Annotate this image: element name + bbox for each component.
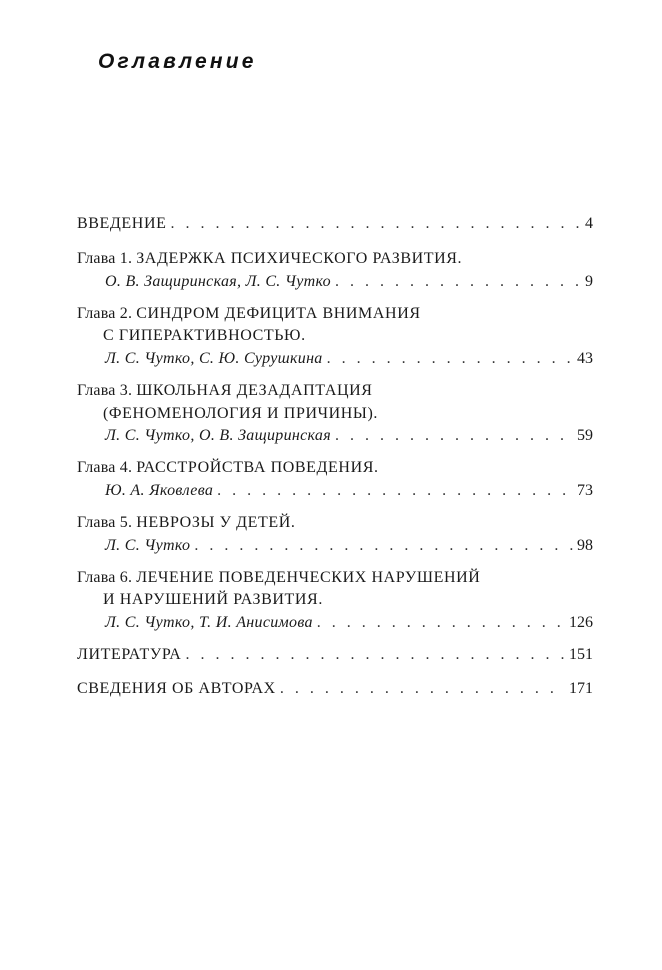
dot-leader — [327, 349, 573, 369]
toc-chapter-1-title[interactable] — [77, 249, 593, 269]
chapter-authors: О. В. Защиринская, Л. С. Чутко — [105, 273, 331, 290]
toc-chapter-3-authors[interactable] — [105, 426, 593, 446]
chapter-prefix: Глава 2. — [77, 305, 133, 322]
toc-chapter-2-title-cont[interactable] — [103, 326, 593, 346]
toc-entry-authors-info[interactable] — [77, 679, 593, 699]
toc-chapter-3-title[interactable] — [77, 381, 593, 401]
chapter-title: НЕВРОЗЫ У ДЕТЕЙ. — [136, 514, 296, 531]
toc-entry-label: ЛИТЕРАТУРА — [77, 646, 182, 663]
chapter-prefix: Глава 6. — [77, 569, 133, 586]
page-number: 4 — [585, 215, 593, 232]
dot-leader — [335, 426, 573, 446]
toc-chapter-4-authors[interactable] — [105, 481, 593, 501]
page-number: 126 — [569, 614, 593, 631]
chapter-prefix: Глава 3. — [77, 382, 133, 399]
dot-leader — [194, 536, 573, 556]
toc-chapter-2-authors[interactable] — [105, 349, 593, 369]
dot-leader — [171, 214, 582, 234]
toc-entry-literature[interactable] — [77, 645, 593, 665]
toc-chapter-1-authors[interactable] — [105, 272, 593, 292]
chapter-prefix: Глава 5. — [77, 514, 133, 531]
chapter-prefix: Глава 1. — [77, 250, 133, 267]
page-number: 43 — [577, 350, 593, 367]
page-number: 73 — [577, 482, 593, 499]
chapter-title-continuation: И НАРУШЕНИЙ РАЗВИТИЯ. — [103, 591, 323, 608]
toc-entry-label: ВВЕДЕНИЕ — [77, 215, 167, 232]
dot-leader — [280, 679, 565, 699]
chapter-authors: Л. С. Чутко, Т. И. Анисимова — [105, 614, 313, 631]
toc-heading: Оглавление — [98, 50, 257, 73]
chapter-authors: Л. С. Чутко, О. В. Защиринская — [105, 427, 331, 444]
chapter-title: РАССТРОЙСТВА ПОВЕДЕНИЯ. — [136, 459, 379, 476]
dot-leader — [335, 272, 581, 292]
dot-leader — [185, 645, 565, 665]
toc-chapter-5-authors[interactable] — [105, 536, 593, 556]
chapter-authors: Ю. А. Яковлева — [105, 482, 214, 499]
page-number: 171 — [569, 680, 593, 697]
chapter-authors: Л. С. Чутко — [105, 537, 191, 554]
toc-chapter-6-title-cont[interactable] — [103, 590, 593, 610]
page-number: 151 — [569, 646, 593, 663]
toc-entry-label: СВЕДЕНИЯ ОБ АВТОРАХ — [77, 680, 276, 697]
chapter-title: ШКОЛЬНАЯ ДЕЗАДАПТАЦИЯ — [136, 382, 373, 399]
toc-chapter-6-title[interactable] — [77, 568, 593, 588]
chapter-title-continuation: (ФЕНОМЕНОЛОГИЯ И ПРИЧИНЫ). — [103, 405, 378, 422]
chapter-title-continuation: С ГИПЕРАКТИВНОСТЬЮ. — [103, 327, 306, 344]
toc-chapter-6-authors[interactable] — [105, 613, 593, 633]
toc-chapter-3-title-cont[interactable] — [103, 404, 593, 424]
toc-chapter-2-title[interactable] — [77, 304, 593, 324]
chapter-title: ЗАДЕРЖКА ПСИХИЧЕСКОГО РАЗВИТИЯ. — [136, 250, 463, 267]
toc-entry-intro[interactable] — [77, 214, 593, 234]
toc-chapter-5-title[interactable] — [77, 513, 593, 533]
toc-chapter-4-title[interactable] — [77, 458, 593, 478]
chapter-authors: Л. С. Чутко, С. Ю. Сурушкина — [105, 350, 323, 367]
page-number: 59 — [577, 427, 593, 444]
chapter-prefix: Глава 4. — [77, 459, 133, 476]
page-number: 98 — [577, 537, 593, 554]
chapter-title: ЛЕЧЕНИЕ ПОВЕДЕНЧЕСКИХ НАРУШЕНИЙ — [136, 569, 481, 586]
dot-leader — [217, 481, 573, 501]
chapter-title: СИНДРОМ ДЕФИЦИТА ВНИМАНИЯ — [136, 305, 421, 322]
dot-leader — [317, 613, 565, 633]
page-number: 9 — [585, 273, 593, 290]
